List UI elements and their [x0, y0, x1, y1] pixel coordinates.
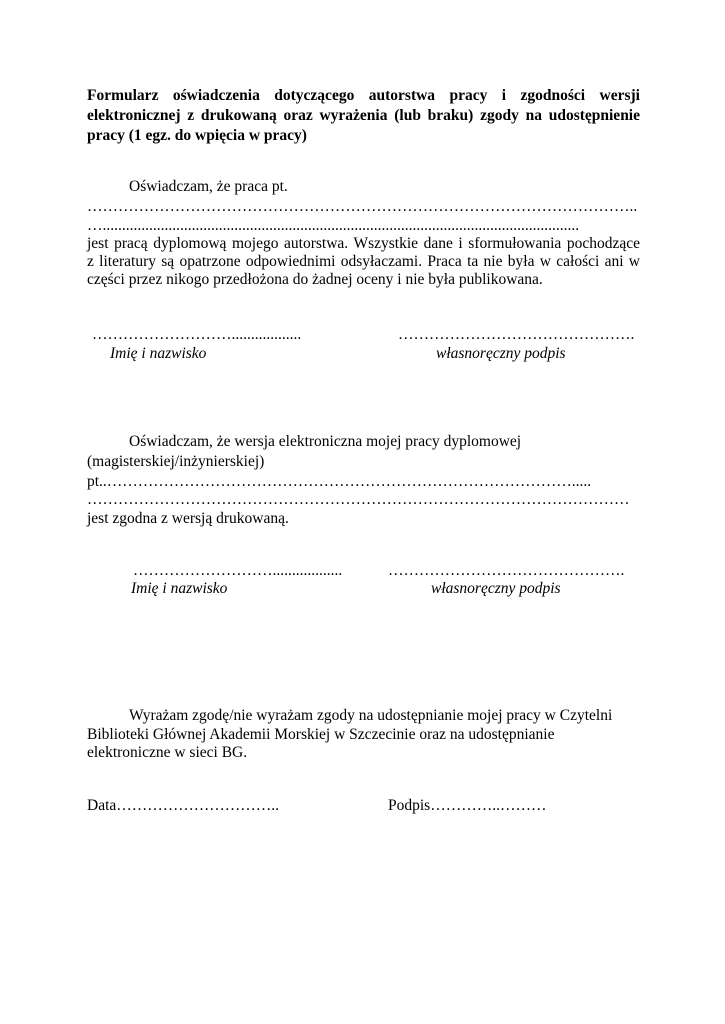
section2-name-dots: ………………………..................: [133, 562, 343, 579]
title-line-1: Formularz oświadczenia dotyczącego autorstwa pracy i zgodności wersji: [87, 87, 640, 104]
section2-thesis-type: (magisterskiej/inżynierskiej): [87, 453, 265, 470]
section1-statement-line-1: jest pracą dyplomową mojego autorstwa. Wszystkie dane i sformułowania pochodzące: [87, 235, 640, 252]
section1-title-dots-1: ……………………………………………………………………………………………..: [87, 198, 638, 215]
section3-consent-line-3: elektroniczne w sieci BG.: [87, 744, 248, 761]
section1-signature-label: własnoręczny podpis: [436, 345, 566, 362]
date-field: Data…………………………..: [87, 797, 280, 814]
section2-signature-dots: ……………………………………….: [388, 562, 625, 579]
section1-name-dots: ………………………..................: [92, 326, 302, 343]
section2-name-label: Imię i nazwisko: [131, 580, 228, 597]
section2-title-dots-1: pt..……………………………………………………………………………….....: [87, 473, 592, 490]
form-title: [87, 86, 640, 146]
section3-consent-line-1: Wyrażam zgodę/nie wyrażam zgody na udostępnianie mojej pracy w Czytelni: [129, 707, 613, 724]
signature-field: Podpis…………..………: [388, 797, 547, 814]
section1-title-dots-2: …...........................................................................................................................: [87, 217, 580, 234]
title-line-3: pracy (1 egz. do wpięcia w pracy): [87, 127, 307, 144]
section1-signature-dots: ……………………………………….: [398, 326, 635, 343]
section3-consent-line-2: Biblioteki Głównej Akademii Morskiej w Szczecinie oraz na udostępnianie: [87, 726, 555, 743]
title-line-2: elektronicznej z drukowaną oraz wyrażenia (lub braku) zgody na udostępnienie: [87, 107, 640, 124]
section2-signature-label: własnoręczny podpis: [431, 580, 561, 597]
section2-statement: jest zgodna z wersją drukowaną.: [87, 510, 289, 527]
section1-statement-line-2: z literatury są opatrzone odpowiednimi odsyłaczami. Praca ta nie była w całości ani w: [87, 253, 640, 270]
section2-intro: Oświadczam, że wersja elektroniczna mojej pracy dyplomowej: [129, 433, 522, 450]
section1-statement-line-3: części przez nikogo przedłożona do żadnej oceny i nie była publikowana.: [87, 271, 543, 288]
section1-intro: Oświadczam, że praca pt.: [129, 178, 288, 195]
section1-name-label: Imię i nazwisko: [110, 345, 207, 362]
section2-title-dots-2: ……………………………………………………………………………………………: [87, 491, 630, 508]
